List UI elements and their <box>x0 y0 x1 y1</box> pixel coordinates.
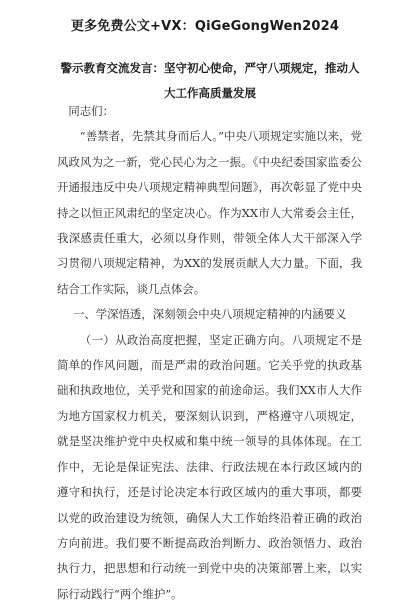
section-heading: 一、学深悟透，深刻领会中央八项规定精神的内涵要义 <box>72 307 347 322</box>
document-body <box>57 99 362 607</box>
promo-banner: 更多免费公文+VX：QiGeGongWen2024 <box>70 19 340 34</box>
salutation: 同志们： <box>68 104 114 118</box>
body-paragraph: “善禁者，先禁其身而后人。”中央八项规定实施以来，党风政风为之一新，党心民心为之一振。《中央纪委国家监委公开通报违反中央八项规定精神典型问题》，再次彰显了党中央持之以恒正风肃纪的坚定决心。作为XX市人大常委会主任，我深感责任重大，必须以身作则，带领全体人大干部深入学习贯彻八项规定精神，为XX的发展贡献人大力量。下面，我结合工作实际，谈几点体会。 <box>57 129 362 296</box>
document-title: 警示教育交流发言：坚守初心使命，严守八项规定，推动人大工作高质量发展 <box>60 61 360 100</box>
body-paragraph: （一）从政治高度把握，坚定正确方向。八项规定不是简单的作风问题，而是严肃的政治问题。它关乎党的执政基础和执政地位，关乎党和国家的前途命运。我们XX市人大作为地方国家权力机关，要深刻认识到，严格遵守八项规定，就是坚决维护党中央权威和集中统一领导的具体体现。在工作中，无论是保证宪法、法律、行政法规在本行政区域内的遵守和执行，还是讨论决定本行政区域内的重大事项，都要以党的政治建设为统领，确保人大工作始终沿着正确的政治方向前进。我们要不断提高政治判断力、政治领悟力、政治执行力，把思想和行动统一到党中央的决策部署上来，以实际行动践行“两个维护”。 <box>57 332 362 601</box>
